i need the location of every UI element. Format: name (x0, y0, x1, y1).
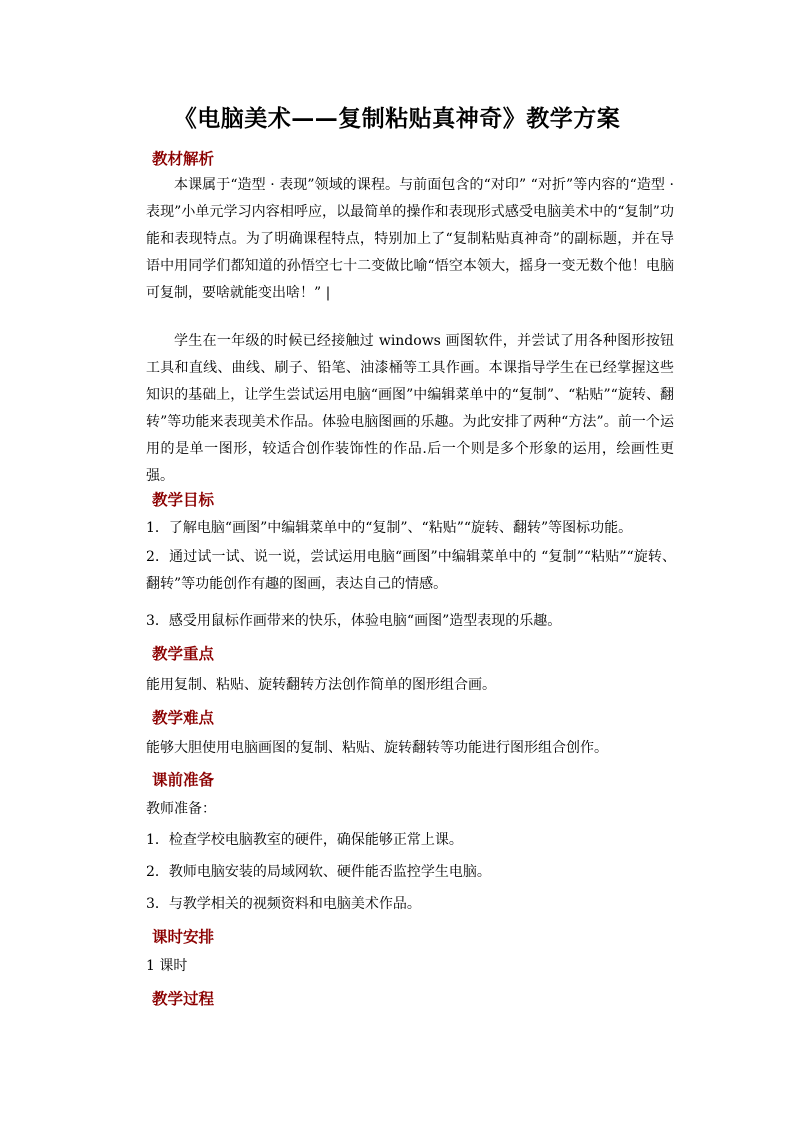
heading-key-points: 教学重点 (152, 644, 215, 663)
goal-item-3: 3．感受用鼠标作画带来的快乐，体验电脑“画图”造型表现的乐趣。 (146, 613, 562, 629)
heading-preparation: 课前准备 (152, 770, 215, 789)
preparation-item-1: 1．检查学校电脑教室的硬件，确保能够正常上课。 (146, 832, 463, 848)
heading-difficulties: 教学难点 (152, 708, 215, 727)
preparation-item-3: 3．与教学相关的视频资料和电脑美术作品。 (146, 896, 421, 912)
preparation-teacher-label: 教师准备： (146, 801, 216, 817)
materials-paragraph-1: 本课属于“造型 · 表现”领域的课程。与前面包含的“对印” “对折”等内容的“造型 · 表现”小单元学习内容相呼应，以最简单的操作和表现形式感受电脑美术中的“复制”功能和表现特点。为了明确课程特点，特别加上了“复制粘贴真神奇”的副标题，并在导语中用同学们都知道的孙悟空七十二变做比喻“悟空本领大，摇身一变无数个他！电脑可复制，要啥就能变出啥！” | (146, 177, 674, 301)
goal-item-2: 2．通过试一试、说一说，尝试运用电脑“画图”中编辑菜单中的 “复制”“粘贴”“旋转、翻转”等功能创作有趣的图画，表达自己的情感。 (146, 549, 676, 592)
document-title: 《电脑美术——复制粘贴真神奇》教学方案 (173, 105, 621, 132)
heading-process: 教学过程 (152, 989, 215, 1008)
heading-materials: 教材解析 (152, 149, 215, 168)
goal-item-1: 1．了解电脑“画图”中编辑菜单中的“复制”、“粘贴”“旋转、翻转”等图标功能。 (146, 520, 633, 536)
materials-paragraph-2: 学生在一年级的时候已经接触过 windows 画图软件，并尝试了用各种图形按钮工具和直线、曲线、刷子、铅笔、油漆桶等工具作画。本课指导学生在已经掌握这些知识的基础上，让学生尝试运用电脑“画图”中编辑菜单中的“复制”、“粘贴”“旋转、翻转”等功能来表现美术作品。体验电脑图画的乐趣。为此安排了两种“方法”。前一个运用的是单一图形，较适合创作装饰性的作品.后一个则是多个形象的运用，绘画性更强。 (146, 333, 674, 484)
key-points-text: 能用复制、粘贴、旋转翻转方法创作简单的图形组合画。 (146, 677, 496, 693)
difficulties-text: 能够大胆使用电脑画图的复制、粘贴、旋转翻转等功能进行图形组合创作。 (146, 740, 608, 756)
preparation-item-2: 2．教师电脑安装的局域网软、硬件能否监控学生电脑。 (146, 864, 491, 880)
schedule-text: 1 课时 (146, 958, 188, 974)
heading-goals: 教学目标 (152, 490, 215, 509)
heading-schedule: 课时安排 (152, 927, 215, 946)
